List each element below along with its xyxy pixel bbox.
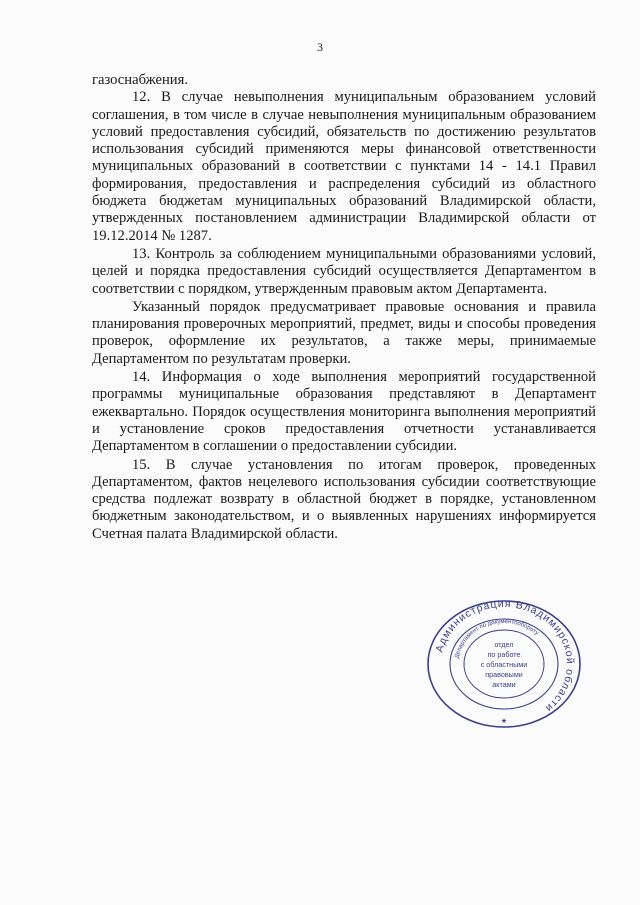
stamp-center-line: правовыми <box>485 670 523 679</box>
official-stamp <box>425 598 583 730</box>
paragraph-continuation: газоснабжения. <box>92 72 188 88</box>
paragraph-14: 14. Информация о ходе выполнения мероприятий государственной программы муниципальные образования представляют в Департамент ежеквартально. Порядок осуществления мониторинга выполнения мероприятий и установление сроков предоставления отчетности устанавливается Департаментом в соглашении о предоставлении субсидии. <box>92 369 596 455</box>
stamp-star-icon: ★ <box>500 717 508 725</box>
stamp-outer-text: Администрация Владимирской области <box>433 598 577 715</box>
stamp-center-line: по работе <box>487 650 521 659</box>
paragraph-13: 13. Контроль за соблюдением муниципальными образованиями условий, целей и порядка предоставления субсидий осуществляется Департаментом в соответствии с порядком, утвержденным правовым актом Департамента. <box>92 245 596 297</box>
paragraph-15: 15. В случае установления по итогам проверок, проведенных Департаментом, фактов нецелевого использования субсидии соответствующие средства подлежат возврату в областной бюджет в порядке, установленном бюджетным законодательством, и о выявленных нарушениях информируется Счетная палата Владимирской области. <box>92 456 596 542</box>
stamp-center-line: отдел <box>494 640 514 649</box>
paragraph-13-details: Указанный порядок предусматривает правовые основания и правила планирования проверочных мероприятий, предмет, виды и способы проведения проверок, оформление их результатов, а также меры, принимаемые Департаментом по результатам проверки. <box>92 298 596 367</box>
stamp-center-line: актами <box>492 680 516 689</box>
stamp-center-line: с областными <box>480 660 528 669</box>
page-number: 3 <box>317 40 323 54</box>
stamp-ring-text: Департамент по документообороту <box>454 618 540 659</box>
document-body <box>92 72 596 543</box>
paragraph-12: 12. В случае невыполнения муниципальным образованием условий соглашения, в том числе в случае невыполнения муниципальным образованием условий предоставления субсидий, обязательств по достижению результатов использования субсидий применяются меры финансовой ответственности муниципальных образований в соответствии с пунктами 14 - 14.1 Правил формирования, предоставления и распределения субсидий из областного бюджета бюджетам муниципальных образований Владимирской области, утвержденных постановлением администрации Владимирской области от 19.12.2014 № 1287. <box>92 89 596 244</box>
